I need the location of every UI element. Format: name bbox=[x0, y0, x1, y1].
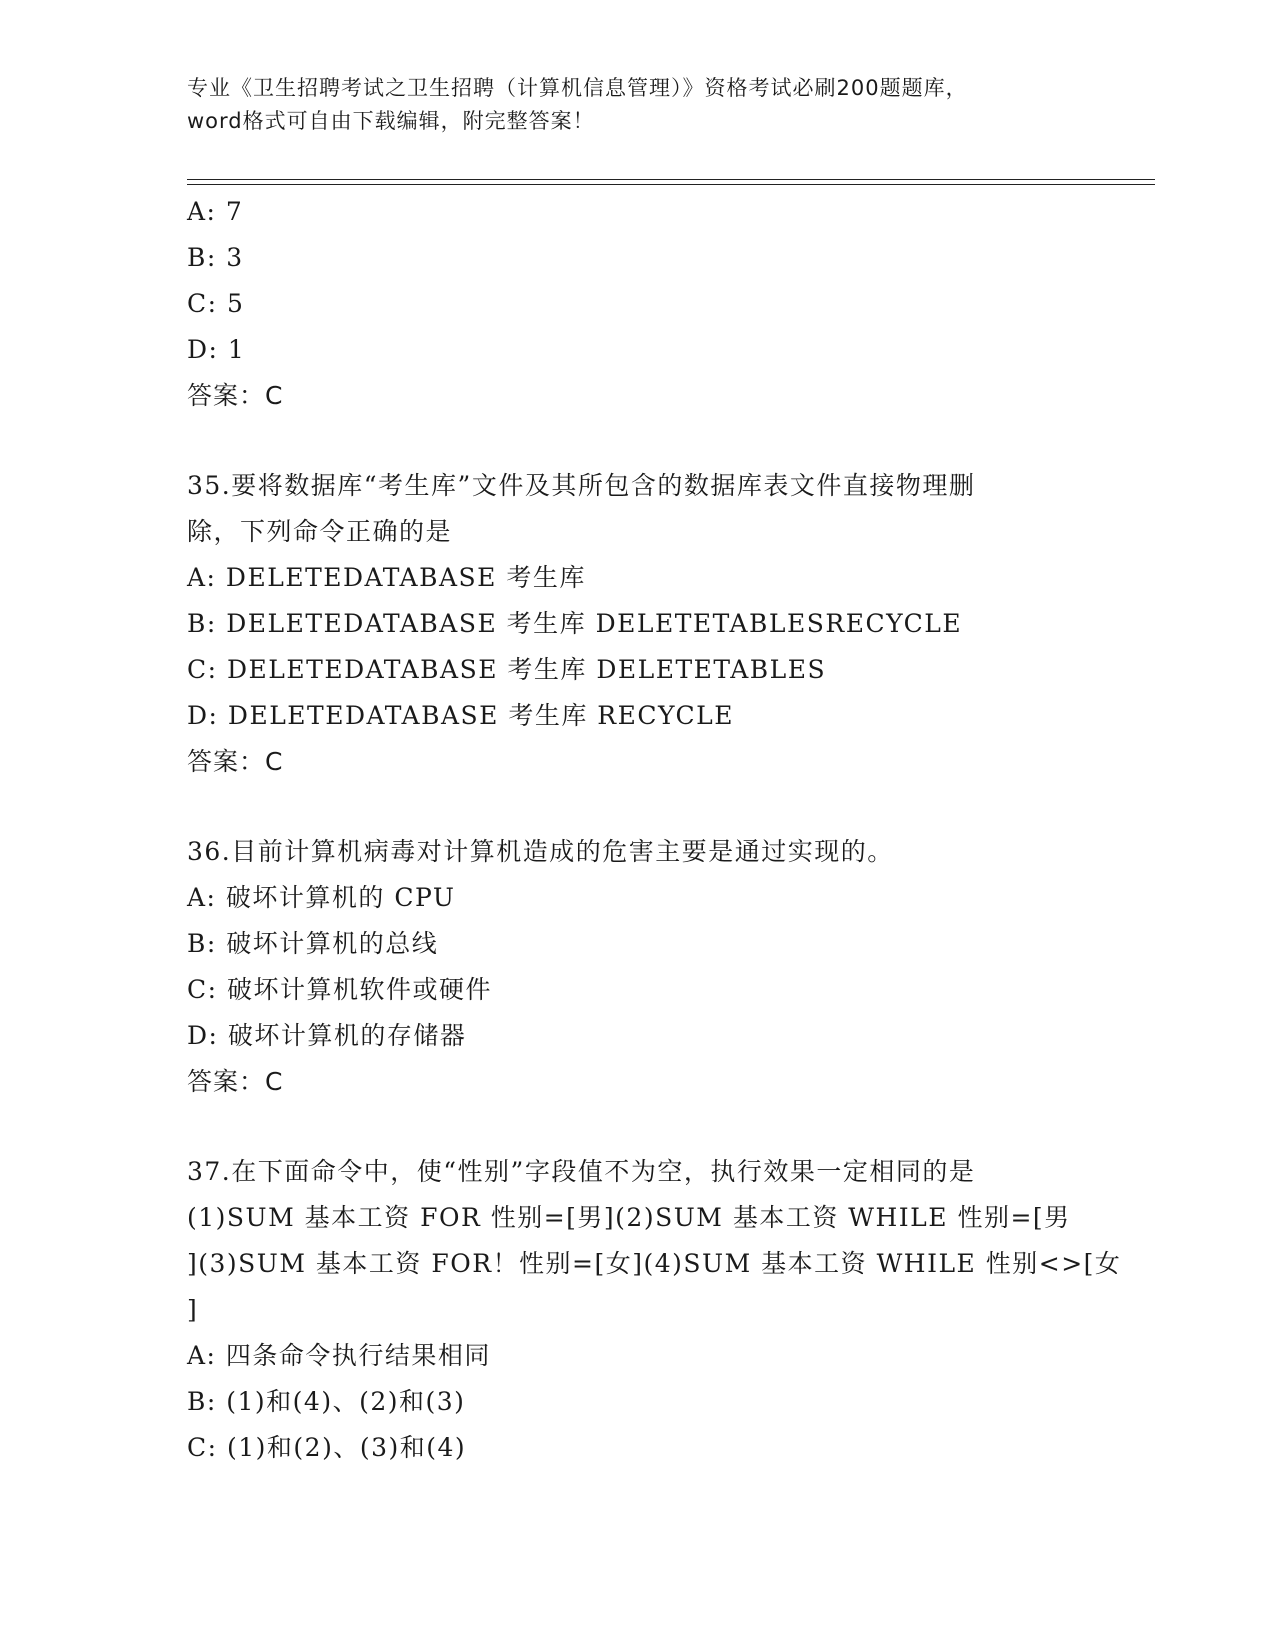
header-divider-top bbox=[187, 179, 1155, 180]
option-d: D: 1 bbox=[187, 335, 246, 364]
document-header bbox=[187, 72, 1077, 138]
spacer bbox=[187, 1105, 1087, 1149]
option-c: C: 破坏计算机软件或硬件 bbox=[187, 975, 492, 1004]
option-a: A: DELETEDATABASE 考生库 bbox=[187, 563, 586, 592]
option-d: D: 破坏计算机的存储器 bbox=[187, 1021, 467, 1050]
question-list bbox=[187, 189, 1122, 1471]
question-text-line: 35.要将数据库“考生库”文件及其所包含的数据库表文件直接物理删 bbox=[187, 471, 976, 500]
option-b: B: 3 bbox=[187, 243, 244, 272]
question-text-line: ] bbox=[187, 1295, 199, 1324]
question-35-block bbox=[187, 463, 1087, 785]
option-c: C: 5 bbox=[187, 289, 245, 318]
question-text-line: ](3)SUM 基本工资 FOR！性别=[女](4)SUM 基本工资 WHILE 性别<>[女 bbox=[187, 1249, 1122, 1278]
option-d: D: DELETEDATABASE 考生库 RECYCLE bbox=[187, 701, 735, 730]
spacer bbox=[187, 419, 1087, 463]
question-text-line: 36.目前计算机病毒对计算机造成的危害主要是通过实现的。 bbox=[187, 837, 894, 866]
option-b: B: 破坏计算机的总线 bbox=[187, 929, 439, 958]
question-34-block bbox=[187, 189, 1087, 419]
header-line-1: 专业《卫生招聘考试之卫生招聘（计算机信息管理）》资格考试必刷200题题库， bbox=[187, 76, 968, 100]
option-b: B: DELETEDATABASE 考生库 DELETETABLESRECYCLE bbox=[187, 609, 963, 638]
question-text-line: 37.在下面命令中，使“性别”字段值不为空，执行效果一定相同的是 bbox=[187, 1157, 976, 1186]
option-a: A: 破坏计算机的 CPU bbox=[187, 883, 456, 912]
question-text-line: 除，下列命令正确的是 bbox=[187, 517, 453, 546]
option-a: A: 四条命令执行结果相同 bbox=[187, 1341, 491, 1370]
header-line-2: word格式可自由下载编辑，附完整答案！ bbox=[187, 109, 595, 133]
answer-line: 答案：C bbox=[187, 381, 284, 410]
question-text-line: (1)SUM 基本工资 FOR 性别=[男](2)SUM 基本工资 WHILE 性别=[男 bbox=[187, 1203, 1071, 1232]
option-b: B: (1)和(4)、(2)和(3) bbox=[187, 1387, 466, 1416]
answer-line: 答案：C bbox=[187, 747, 284, 776]
header-divider-bottom bbox=[187, 184, 1155, 185]
question-36-block bbox=[187, 829, 1087, 1105]
option-a: A: 7 bbox=[187, 197, 244, 226]
question-37-block bbox=[187, 1149, 1122, 1471]
option-c: C: DELETEDATABASE 考生库 DELETETABLES bbox=[187, 655, 827, 684]
option-c: C: (1)和(2)、(3)和(4) bbox=[187, 1433, 467, 1462]
answer-line: 答案：C bbox=[187, 1067, 284, 1096]
spacer bbox=[187, 785, 1087, 829]
